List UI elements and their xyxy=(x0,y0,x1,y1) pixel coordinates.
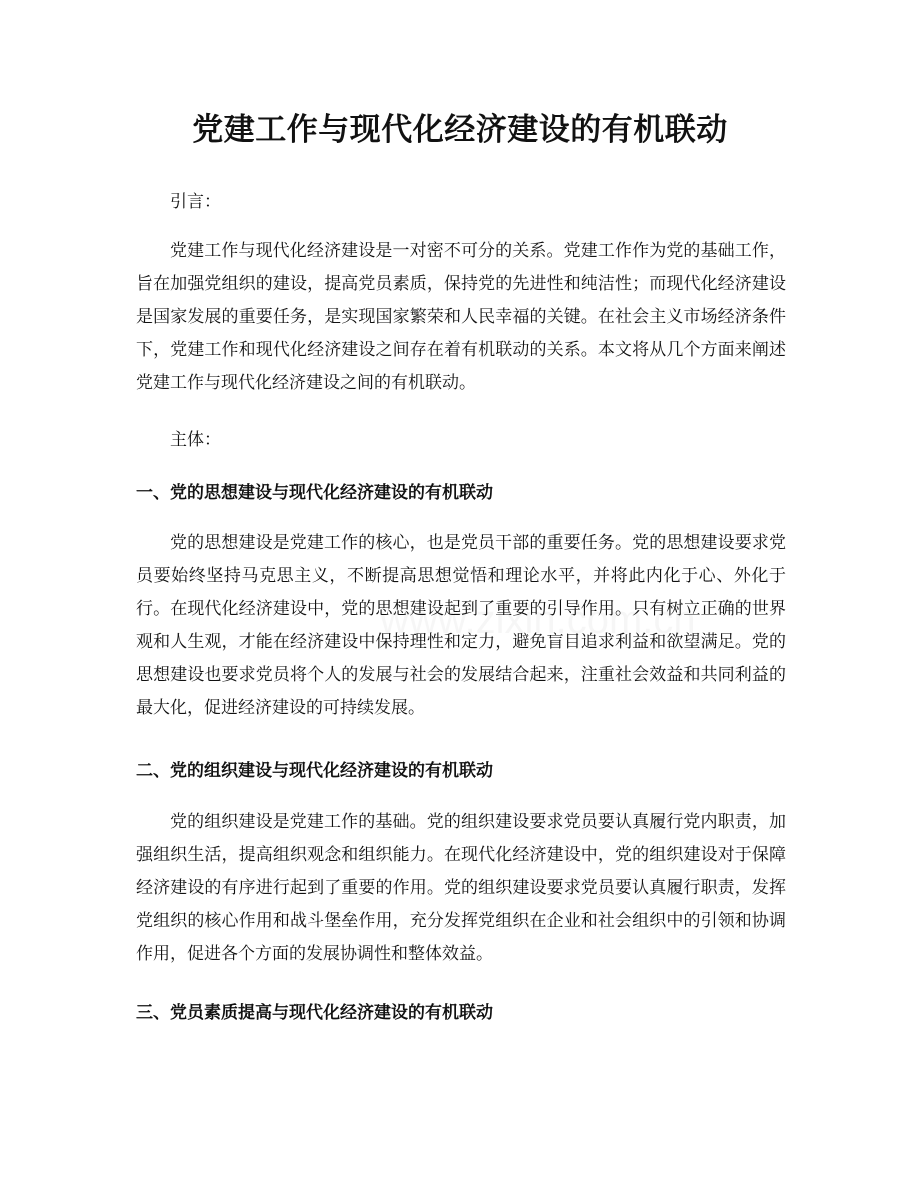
section-heading-3: 三、党员素质提高与现代化经济建设的有机联动 xyxy=(136,1003,493,1023)
intro-paragraph: 党建工作与现代化经济建设是一对密不可分的关系。党建工作作为党的基础工作，旨在加强党组织的建设，提高党员素质，保持党的先进性和纯洁性；而现代化经济建设是国家发展的重要任务，是实现国家繁荣和人民幸福的关键。在社会主义市场经济条件下，党建工作和现代化经济建设之间存在着有机联动的关系。本文将从几个方面来阐述党建工作与现代化经济建设之间的有机联动。 xyxy=(136,241,786,393)
section-heading-1: 一、党的思想建设与现代化经济建设的有机联动 xyxy=(136,483,493,503)
section-paragraph-1: 党的思想建设是党建工作的核心，也是党员干部的重要任务。党的思想建设要求党员要始终坚持马克思主义，不断提高思想觉悟和理论水平，并将此内化于心、外化于行。在现代化经济建设中，党的思想建设起到了重要的引导作用。只有树立正确的世界观和人生观，才能在经济建设中保持理性和定力，避免盲目追求利益和欲望满足。党的思想建设也要求党员将个人的发展与社会的发展结合起来，注重社会效益和共同利益的最大化，促进经济建设的可持续发展。 xyxy=(136,533,786,718)
document-title: 党建工作与现代化经济建设的有机联动 xyxy=(192,112,728,148)
intro-label: 引言： xyxy=(170,192,221,212)
section-heading-2: 二、党的组织建设与现代化经济建设的有机联动 xyxy=(136,761,493,781)
body-label: 主体： xyxy=(170,430,221,450)
section-paragraph-2: 党的组织建设是党建工作的基础。党的组织建设要求党员要认真履行党内职责，加强组织生活，提高组织观念和组织能力。在现代化经济建设中，党的组织建设对于保障经济建设的有序进行起到了重要的作用。党的组织建设要求党员要认真履行职责，发挥党组织的核心作用和战斗堡垒作用，充分发挥党组织在企业和社会组织中的引领和协调作用，促进各个方面的发展协调性和整体效益。 xyxy=(136,812,786,964)
